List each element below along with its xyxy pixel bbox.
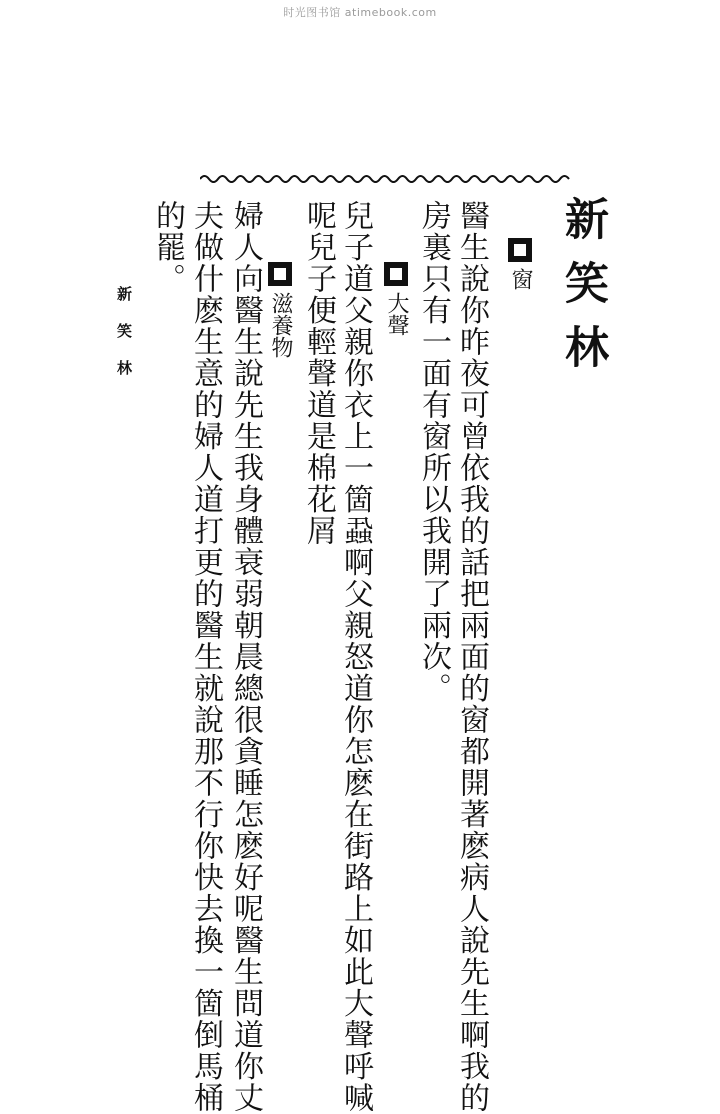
section-heading-label: 滋養物 — [268, 292, 293, 358]
square-bullet-icon — [268, 262, 292, 286]
watermark: 时光图书馆 atimebook.com — [283, 6, 437, 19]
text-column: 夫做什麽生意的婦人道打更的醫生就說那不行你快去換一箇倒馬桶 — [188, 200, 223, 1114]
text-column: 的罷。 — [150, 200, 185, 295]
text-column: 房裏只有一面有窗所以我開了兩次。 — [416, 200, 451, 704]
square-bullet-icon — [508, 238, 532, 262]
section-heading-window — [508, 238, 532, 290]
text-column: 兒子道父親你衣上一箇蝨啊父親怒道你怎麽在街路上如此大聲呼喊 — [338, 200, 373, 1114]
running-head: 新笑林 — [115, 286, 133, 397]
text-column: 婦人向醫生說先生我身體衰弱朝晨總很貪睡怎麽好呢醫生問道你丈 — [228, 200, 263, 1114]
section-heading-label: 窗 — [508, 268, 533, 290]
decorative-wavy-rule — [200, 172, 572, 186]
section-heading-nourishment — [268, 262, 292, 358]
square-bullet-icon — [384, 262, 408, 286]
section-heading-label: 大聲 — [384, 292, 409, 336]
section-heading-loud-voice — [384, 262, 408, 336]
text-column: 醫生說你昨夜可曾依我的話把兩面的窗都開著麽病人說先生啊我的 — [454, 200, 489, 1114]
book-title: 新笑林 — [557, 196, 608, 388]
text-column: 呢兒子便輕聲道是棉花屑 — [301, 200, 336, 547]
